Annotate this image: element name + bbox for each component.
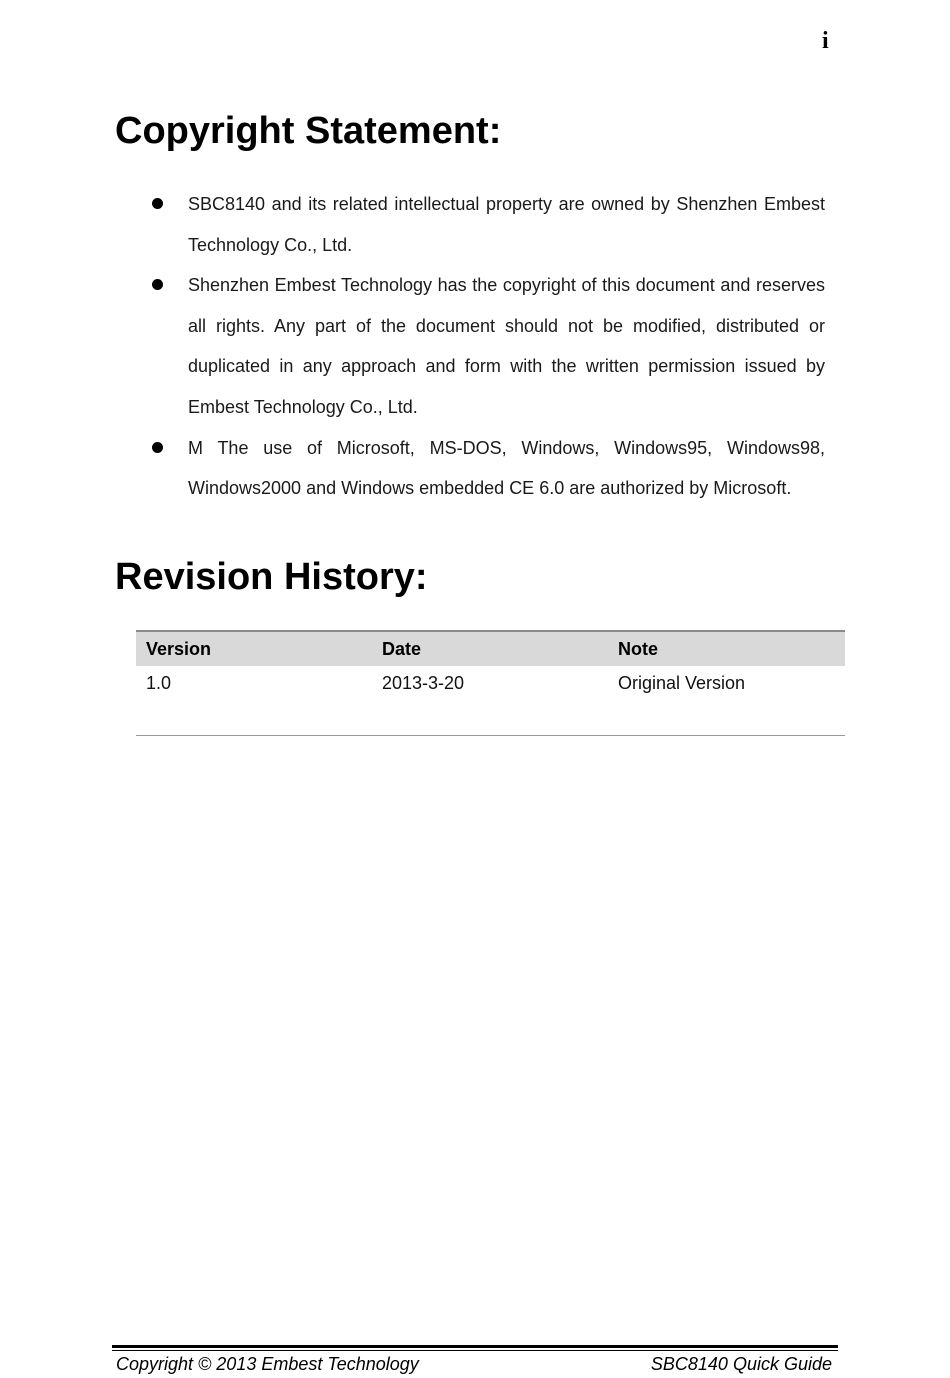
- footer-divider-thin: [112, 1350, 838, 1351]
- bullet-icon: [152, 279, 163, 290]
- copyright-list: [150, 184, 825, 509]
- note-cell: Original Version: [618, 673, 746, 693]
- column-header-note: Note: [618, 638, 658, 659]
- table-header-row: [136, 631, 845, 666]
- column-header-version: Version: [146, 638, 212, 659]
- copyright-item-text: SBC8140 and its related intellectual property are owned by Shenzhen Embest Technology Co., Ltd.: [188, 194, 825, 255]
- footer-document-title: SBC8140 Quick Guide: [650, 1354, 832, 1374]
- revision-heading: Revision History:: [115, 556, 428, 598]
- version-cell: 1.0: [146, 673, 172, 693]
- table-row: [136, 666, 845, 736]
- copyright-item-text: Shenzhen Embest Technology has the copyright of this document and reserves all rights. Any part of the document should not be modified, distributed or duplicated in any approach and form with the written permission issued by Embest Technology Co., Ltd.: [188, 275, 825, 417]
- copyright-item: [150, 265, 825, 427]
- footer-divider: [112, 1345, 838, 1348]
- date-cell: 2013-3-20: [382, 673, 465, 693]
- page-number: i: [822, 28, 829, 54]
- bullet-icon: [152, 198, 163, 209]
- footer-copyright: Copyright © 2013 Embest Technology: [116, 1354, 419, 1374]
- copyright-item: [150, 184, 825, 265]
- column-header-date: Date: [382, 638, 422, 659]
- copyright-item-text: M The use of Microsoft, MS-DOS, Windows, Windows95, Windows98, Windows2000 and Windows embedded CE 6.0 are authorized by Microsoft.: [188, 437, 825, 499]
- copyright-heading: Copyright Statement:: [115, 110, 502, 152]
- bullet-icon: [152, 442, 163, 453]
- revision-table: [136, 630, 845, 736]
- copyright-item: [150, 428, 825, 509]
